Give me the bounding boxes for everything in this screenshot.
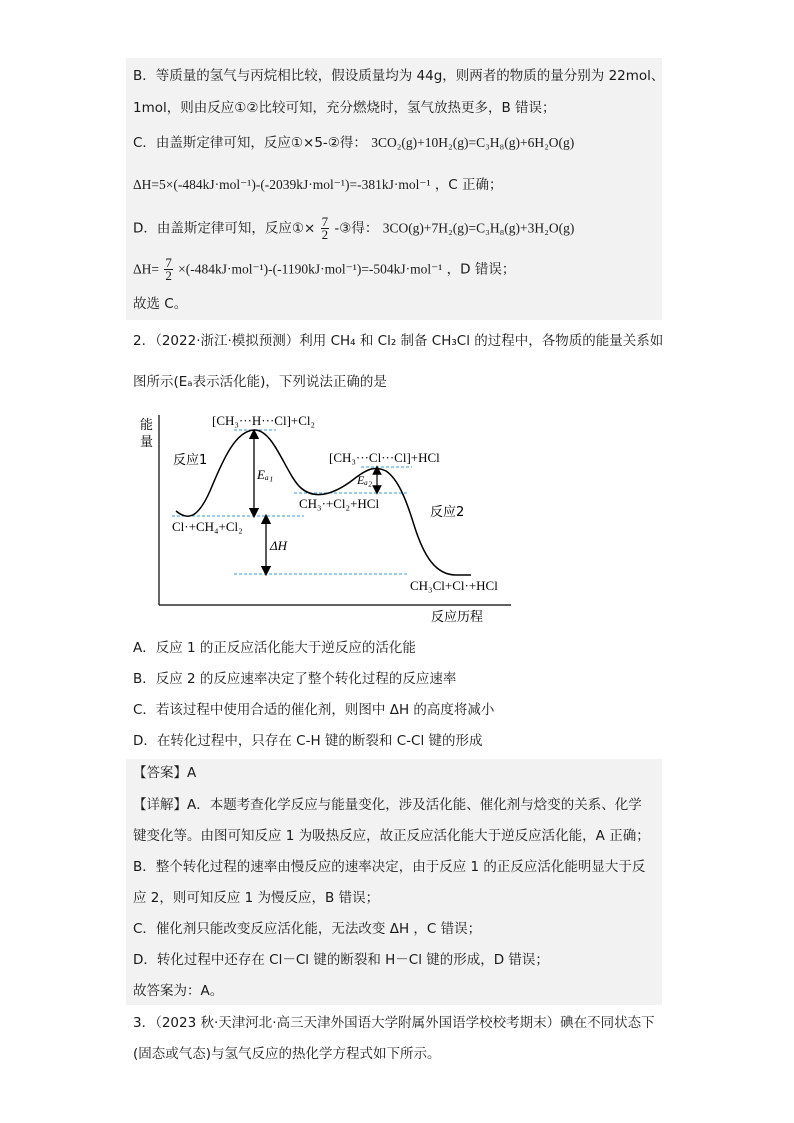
ts1-label: [CH₃···H···Cl]+Cl₂ (212, 413, 316, 428)
start-label: Cl·+CH₄+Cl₂ (172, 519, 243, 534)
solution-c-equation: 3CO₂(g)+10H₂(g)=C₃H₈(g)+6H₂O(g) (371, 135, 575, 150)
solution-c-deltah: ΔH=5×(-484kJ·mol⁻¹)-(-2039kJ·mol⁻¹)=-381kJ·mol⁻¹ (133, 177, 431, 192)
detail-line-1: 【详解】A．本题考查化学反应与能量变化，涉及活化能、催化剂与焓变的关系、化学 (133, 797, 642, 813)
solution-d-deltah-b: ×(-484kJ·mol⁻¹)-(-1190kJ·mol⁻¹)=-504kJ·mol⁻¹ (178, 261, 443, 277)
solution-c-line1 (133, 133, 574, 153)
question2-stem-line2: 图所示(Eₐ表示活化能)，下列说法正确的是 (133, 374, 387, 390)
ea1-label: Eₐ₁ (257, 467, 274, 482)
detail-line-6: D．转化过程中还存在 Cl－Cl 键的断裂和 H－Cl 键的形成，D 错误； (133, 952, 549, 968)
intermediate-label: CH₃·+Cl₂+HCl (299, 496, 380, 511)
solution-c-tail: ，C 正确； (434, 177, 503, 193)
detail-line-7: 故答案为：A。 (133, 983, 224, 999)
reaction1-label: 反应1 (173, 453, 208, 468)
energy-diagram (136, 405, 516, 630)
x-axis-label: 反应历程 (431, 610, 484, 625)
ea2-label: Eₐ₂ (357, 473, 373, 487)
detail-line-3: B．整个转化过程的速率由慢反应的速率决定，由于反应 1 的正反应活化能明显大于反 (133, 859, 646, 875)
option-d: D．在转化过程中，只存在 C-H 键的断裂和 C-Cl 键的形成 (133, 733, 483, 749)
product-label: CH₃Cl+Cl·+HCl (410, 578, 498, 593)
answer: 【答案】A (133, 765, 197, 781)
solution-d-line1 (133, 216, 574, 241)
detail-line-2: 键变化等。由图可知反应 1 为吸热反应，故正反应活化能大于逆反应活化能，A 正确； (133, 828, 650, 844)
solution-d-line2 (133, 257, 515, 282)
solution-d-text-b: -③得： (334, 220, 379, 237)
solution-c-text: C．由盖斯定律可知，反应①×5-②得： (133, 135, 367, 151)
dh-label: ΔH (270, 538, 288, 553)
question3-stem-line1: 3．（2023 秋·天津河北·高三天津外国语大学附属外国语学校校考期末）碘在不同状态下 (133, 1015, 655, 1031)
solution-d-tail: ，D 错误； (446, 261, 516, 278)
question2-stem-line1: 2．（2022·浙江·模拟预测）利用 CH₄ 和 Cl₂ 制备 CH₃Cl 的过程中，各物质的能量关系如 (133, 333, 664, 349)
solution-d-fraction: $\frac{7}{2}$ (321, 214, 329, 242)
ts2-label: [CH₃···Cl···Cl]+HCl (329, 450, 440, 465)
detail-line-5: C．催化剂只能改变反应活化能，无法改变 ΔH ，C 错误； (133, 921, 482, 937)
y-axis-label: 能量 (140, 418, 154, 450)
solution-conclusion: 故选 C。 (133, 296, 188, 312)
option-a: A．反应 1 的正反应活化能大于逆反应的活化能 (133, 640, 416, 656)
solution-d-fraction-2: $\frac{7}{2}$ (165, 255, 172, 283)
option-c: C．若该过程中使用合适的催化剂，则图中 ΔH 的高度将减小 (133, 702, 495, 718)
solution-d-equation: 3CO(g)+7H₂(g)=C₃H₈(g)+3H₂O(g) (382, 220, 575, 236)
solution-d-deltah-a: ΔH= (133, 261, 160, 277)
reaction2-label: 反应2 (430, 505, 465, 520)
solution-b-line2: 1mol，则由反应①②比较可知，充分燃烧时，氢气放热更多，B 错误； (133, 100, 556, 116)
solution-b-line1: B．等质量的氢气与丙烷相比较，假设质量均为 44g，则两者的物质的量分别为 22mol、 (133, 68, 665, 84)
solution-c-line2 (133, 175, 503, 195)
option-b: B．反应 2 的反应速率决定了整个转化过程的反应速率 (133, 671, 457, 687)
detail-line-4: 应 2，则可知反应 1 为慢反应，B 错误； (133, 890, 380, 906)
solution-d-text-a: D．由盖斯定律可知，反应①× (133, 220, 316, 237)
question3-stem-line2: (固态或气态)与氢气反应的热化学方程式如下所示。 (133, 1046, 441, 1062)
